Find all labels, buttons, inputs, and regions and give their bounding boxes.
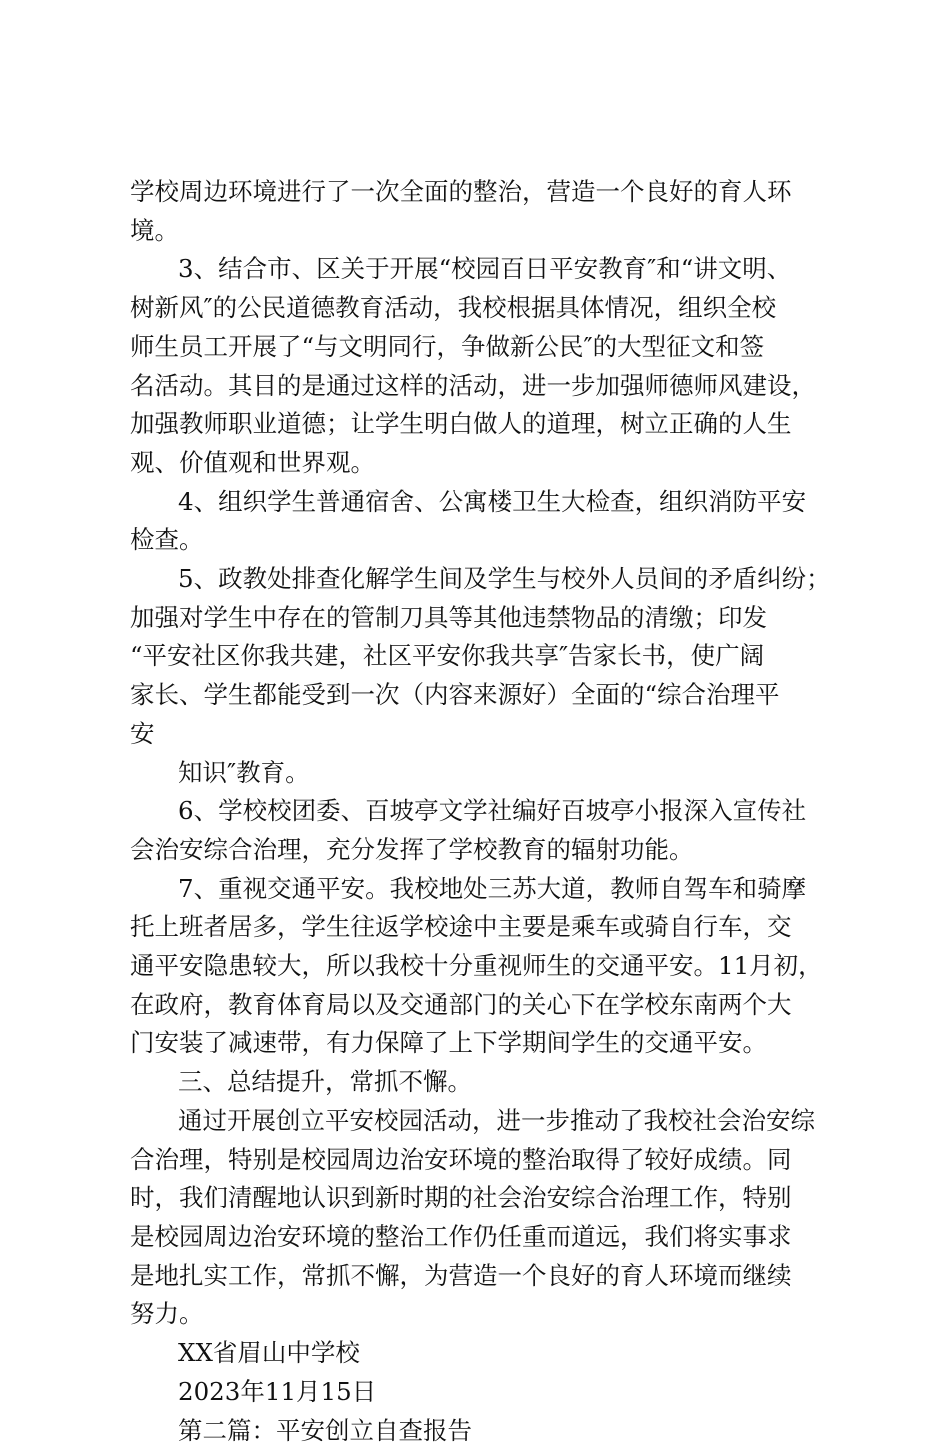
paragraph-item-6 (130, 792, 830, 869)
text-line: 门安装了减速带，有力保障了上下学期间学生的交通平安。 (130, 1024, 830, 1063)
text-line: 名活动。其目的是通过这样的活动，进一步加强师德师风建设， (130, 367, 830, 406)
text-line: 三、总结提升，常抓不懈。 (130, 1063, 830, 1102)
text-line: 知识″教育。 (130, 754, 830, 793)
text-line: XX省眉山中学校 (130, 1334, 830, 1373)
paragraph-summary (130, 1102, 830, 1334)
text-line: 师生员工开展了“与文明同行，争做新公民″的大型征文和签 (130, 328, 830, 367)
text-line: 观、价值观和世界观。 (130, 444, 830, 483)
signature-school (130, 1334, 830, 1373)
text-line: 3、结合市、区关于开展“校园百日平安教育″和“讲文明、 (130, 250, 830, 289)
paragraph-item-3 (130, 250, 830, 482)
paragraph-item-5-continuation (130, 754, 830, 793)
text-line: 安 (130, 715, 830, 754)
text-line: 时，我们清醒地认识到新时期的社会治安综合治理工作，特别 (130, 1179, 830, 1218)
text-line: 通平安隐患较大，所以我校十分重视师生的交通平安。11月初， (130, 947, 830, 986)
next-article-title (130, 1412, 830, 1450)
text-line: 会治安综合治理，充分发挥了学校教育的辐射功能。 (130, 831, 830, 870)
text-line: 2023年11月15日 (130, 1373, 830, 1412)
text-line: 通过开展创立平安校园活动，进一步推动了我校社会治安综 (130, 1102, 830, 1141)
text-line: 检查。 (130, 521, 830, 560)
text-line: 境。 (130, 212, 830, 251)
text-line: 合治理，特别是校园周边治安环境的整治取得了较好成绩。同 (130, 1141, 830, 1180)
text-line: 加强对学生中存在的管制刀具等其他违禁物品的清缴；印发 (130, 599, 830, 638)
text-line: 6、学校校团委、百坡亭文学社编好百坡亭小报深入宣传社 (130, 792, 830, 831)
paragraph-item-4 (130, 483, 830, 560)
text-line: 托上班者居多，学生往返学校途中主要是乘车或骑自行车，交 (130, 908, 830, 947)
text-line: 4、组织学生普通宿舍、公寓楼卫生大检查，组织消防平安 (130, 483, 830, 522)
document-body (130, 173, 830, 1450)
text-line: 学校周边环境进行了一次全面的整治，营造一个良好的育人环 (130, 173, 830, 212)
text-line: 家长、学生都能受到一次（内容来源好）全面的“综合治理平 (130, 676, 830, 715)
paragraph-item-7 (130, 870, 830, 1064)
text-line: 5、政教处排查化解学生间及学生与校外人员间的矛盾纠纷； (130, 560, 830, 599)
section-heading-summary (130, 1063, 830, 1102)
text-line: 努力。 (130, 1295, 830, 1334)
text-line: 加强教师职业道德；让学生明白做人的道理，树立正确的人生 (130, 405, 830, 444)
text-line: 在政府，教育体育局以及交通部门的关心下在学校东南两个大 (130, 986, 830, 1025)
text-line: 是地扎实工作，常抓不懈，为营造一个良好的育人环境而继续 (130, 1257, 830, 1296)
paragraph-item-5 (130, 560, 830, 754)
text-line: 第二篇：平安创立自查报告 (130, 1412, 830, 1450)
text-line: 7、重视交通平安。我校地处三苏大道，教师自驾车和骑摩 (130, 870, 830, 909)
text-line: “平安社区你我共建，社区平安你我共享″告家长书，使广阔 (130, 637, 830, 676)
text-line: 是校园周边治安环境的整治工作仍任重而道远，我们将实事求 (130, 1218, 830, 1257)
paragraph-env-continuation (130, 173, 830, 250)
text-line: 树新风″的公民道德教育活动，我校根据具体情况，组织全校 (130, 289, 830, 328)
signature-date (130, 1373, 830, 1412)
